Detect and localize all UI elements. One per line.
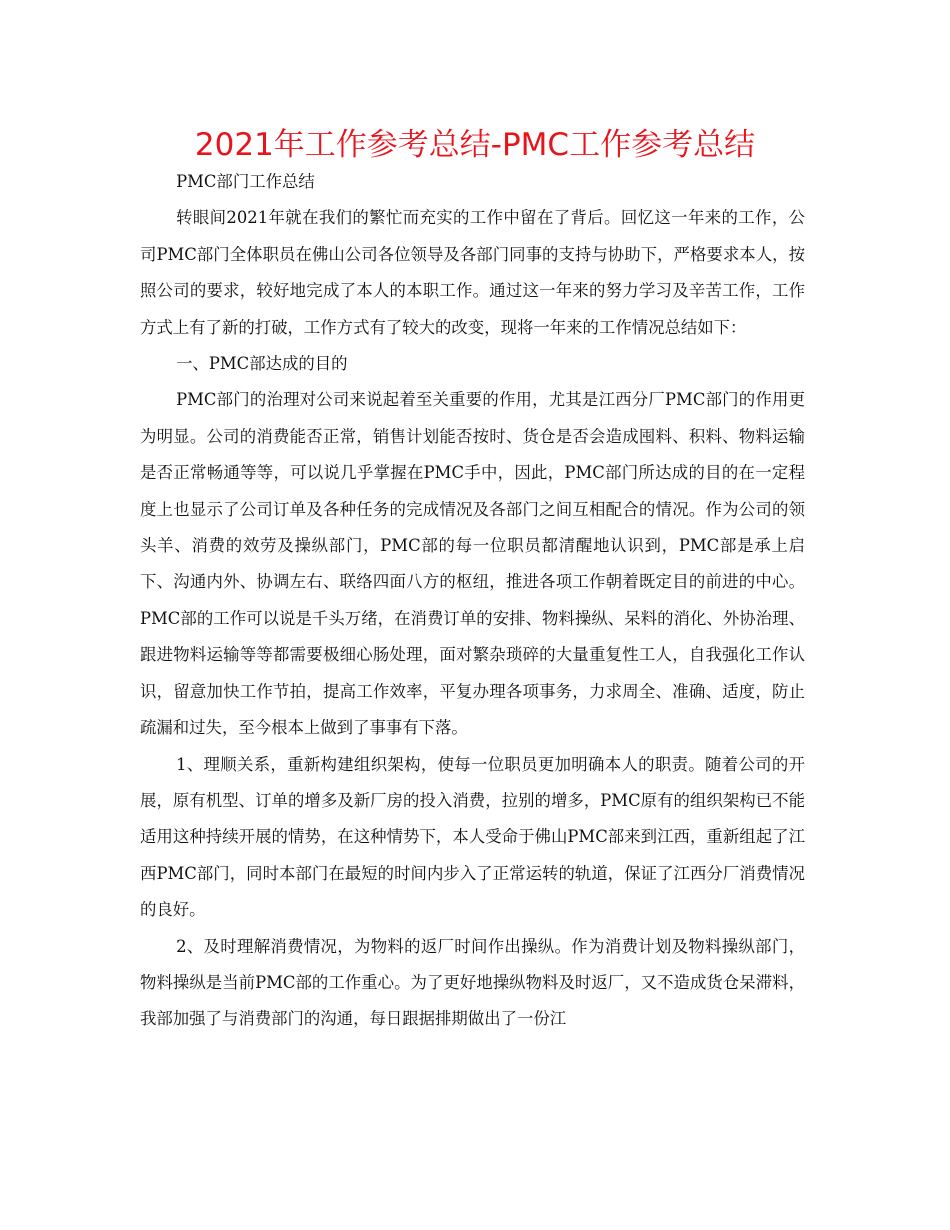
paragraph: 一、PMC部达成的目的: [176, 354, 348, 374]
document-body: [140, 164, 805, 1038]
paragraph: 转眼间2021年就在我们的繁忙而充实的工作中留在了背后。回忆这一年来的工作，公司PMC部门全体职员在佛山公司各位领导及各部门同事的支持与协助下，严格要求本人，按照公司的要求，较好地完成了本人的本职工作。通过这一年来的努力学习及辛苦工作，工作方式上有了新的打破，工作方式有了较大的改变，现将一年来的工作情况总结如下：: [140, 208, 805, 337]
paragraph: 1、理顺关系，重新构建组织架构，使每一位职员更加明确本人的职责。随着公司的开展，原有机型、订单的增多及新厂房的投入消费，拉别的增多，PMC原有的组织架构已不能适用这种持续开展的情势，在这种情势下，本人受命于佛山PMC部来到江西，重新组起了江西PMC部门，同时本部门在最短的时间内步入了正常运转的轨道，保证了江西分厂消费情况的良好。: [140, 754, 805, 920]
paragraph: 2、及时理解消费情况，为物料的返厂时间作出操纵。作为消费计划及物料操纵部门，物料操纵是当前PMC部的工作重心。为了更好地操纵物料及时返厂，又不造成货仓呆滞料，我部加强了与消费部门的沟通，每日跟据排期做出了一份江: [140, 936, 805, 1029]
document-title: 2021年工作参考总结-PMC工作参考总结: [194, 127, 756, 163]
paragraph: PMC部门工作总结: [176, 172, 315, 191]
paragraph: PMC部门的治理对公司来说起着至关重要的作用，尤其是江西分厂PMC部门的作用更为明显。公司的消费能否正常，销售计划能否按时、货仓是否会造成囤料、积料、物料运输是否正常畅通等等，可以说几乎掌握在PMC手中，因此，PMC部门所达成的目的在一定程度上也显示了公司订单及各种任务的完成情况及各部门之间互相配合的情况。作为公司的领头羊、消费的效劳及操纵部门，PMC部的每一位职员都清醒地认识到，PMC部是承上启下、沟通内外、协调左右、联络四面八方的枢纽，推进各项工作朝着既定目的前进的中心。PMC部的工作可以说是千头万绪，在消费订单的安排、物料操纵、呆料的消化、外协治理、跟进物料运输等等都需要极细心肠处理，面对繁杂琐碎的大量重复性工人，自我强化工作认识，留意加快工作节拍，提高工作效率，平复办理各项事务，力求周全、准确、适度，防止疏漏和过失，至今根本上做到了事事有下落。: [140, 390, 805, 738]
